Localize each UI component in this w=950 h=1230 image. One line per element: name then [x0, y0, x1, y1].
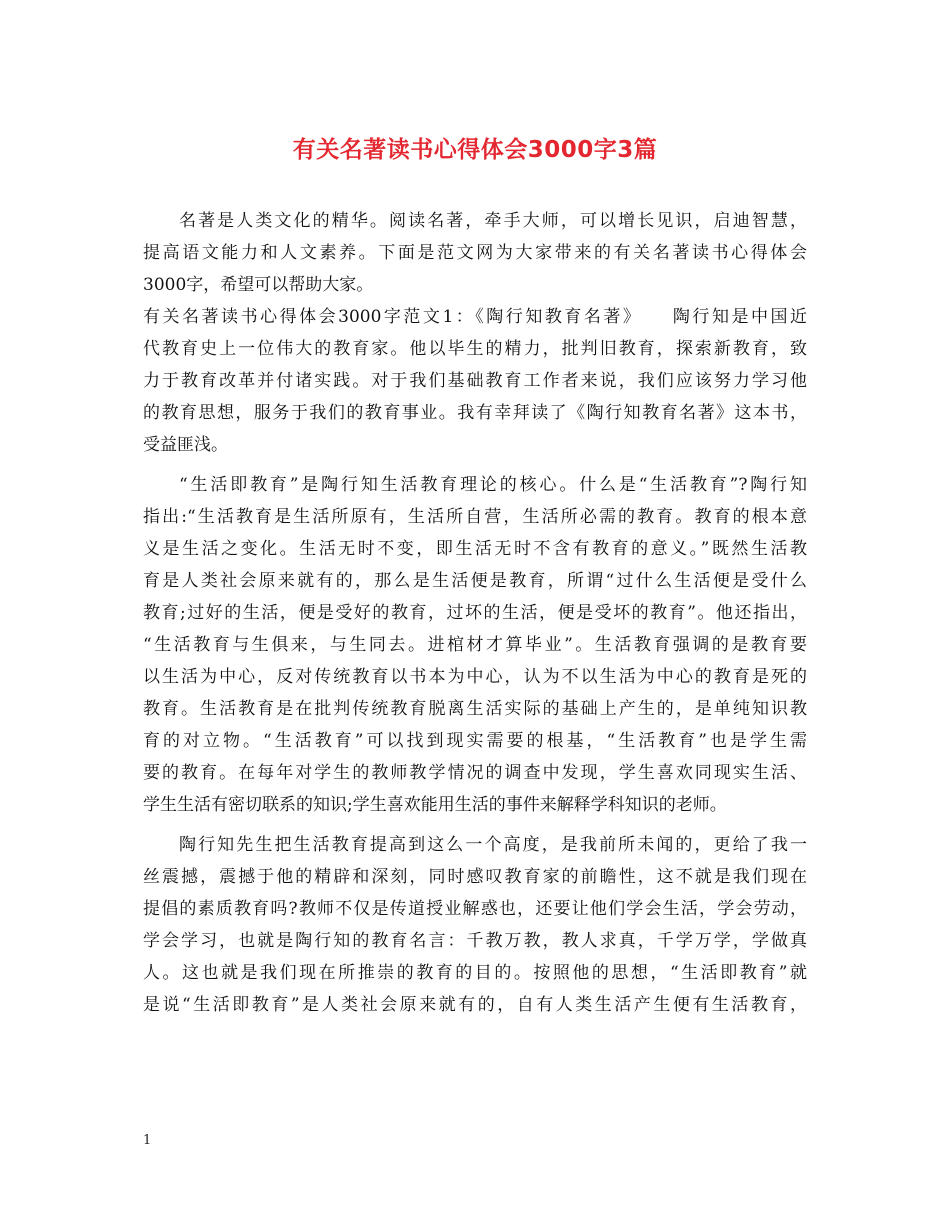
text-line: 代教育史上一位伟大的教育家。他以毕生的精力，批判旧教育，探索新教育，致	[143, 339, 807, 359]
text-line: 3000字，希望可以帮助大家。	[143, 275, 374, 295]
text-line: 力于教育改革并付诸实践。对于我们基础教育工作者来说，我们应该努力学习他	[143, 371, 807, 391]
text-line: 受益匪浅。	[143, 435, 228, 455]
text-line: 学生生活有密切联系的知识;学生喜欢能用生活的事件来解释学科知识的老师。	[143, 795, 727, 815]
text-line: 陶行知先生把生活教育提高到这么一个高度，是我前所未闻的，更给了我一	[179, 835, 807, 855]
page-number: 1	[143, 1133, 152, 1148]
text-line: 学会学习，也就是陶行知的教育名言：千教万教，教人求真，千学万学，学做真	[143, 931, 807, 951]
text-line: 丝震撼，震撼于他的精辟和深刻，同时感叹教育家的前瞻性，这不就是我们现在	[143, 867, 807, 887]
text-line: 要的教育。在每年对学生的教师教学情况的调查中发现，学生喜欢同现实生活、	[143, 763, 807, 783]
text-line: 教育。生活教育是在批判传统教育脱离生活实际的基础上产生的，是单纯知识教	[143, 699, 807, 719]
text-line: 是说“生活即教育”是人类社会原来就有的，自有人类生活产生便有生活教育，	[143, 995, 807, 1015]
text-line: “生活教育与生俱来，与生同去。进棺材才算毕业”。生活教育强调的是教育要	[143, 635, 807, 655]
text-line: 指出:“生活教育是生活所原有，生活所自营，生活所必需的教育。教育的根本意	[143, 507, 807, 527]
text-line: “生活即教育”是陶行知生活教育理论的核心。什么是“生活教育”?陶行知	[179, 475, 807, 495]
text-line: 提高语文能力和人文素养。下面是范文网为大家带来的有关名著读书心得体会	[143, 243, 807, 263]
text-line: 义是生活之变化。生活无时不变，即生活无时不含有教育的意义。”既然生活教	[143, 539, 807, 559]
text-line: 以生活为中心，反对传统教育以书本为中心，认为不以生活为中心的教育是死的	[143, 667, 807, 687]
text-line: 育的对立物。“生活教育”可以找到现实需要的根基，“生活教育”也是学生需	[143, 731, 807, 751]
text-line: 有关名著读书心得体会3000字范文1：《陶行知教育名著》 陶行知是中国近	[143, 307, 807, 327]
text-line: 名著是人类文化的精华。阅读名著，牵手大师，可以增长见识，启迪智慧，	[179, 211, 807, 231]
text-line: 育是人类社会原来就有的，那么是生活便是教育，所谓“过什么生活便是受什么	[143, 571, 807, 591]
text-line: 提倡的素质教育吗?教师不仅是传道授业解惑也，还要让他们学会生活，学会劳动，	[143, 899, 807, 919]
document-body	[143, 205, 807, 1021]
document-title: 有关名著读书心得体会3000字3篇	[292, 137, 658, 163]
text-line: 的教育思想，服务于我们的教育事业。我有幸拜读了《陶行知教育名著》这本书，	[143, 403, 807, 423]
text-line: 人。这也就是我们现在所推崇的教育的目的。按照他的思想，“生活即教育”就	[143, 963, 807, 983]
text-line: 教育;过好的生活，便是受好的教育，过坏的生活，便是受坏的教育”。他还指出，	[143, 603, 807, 623]
